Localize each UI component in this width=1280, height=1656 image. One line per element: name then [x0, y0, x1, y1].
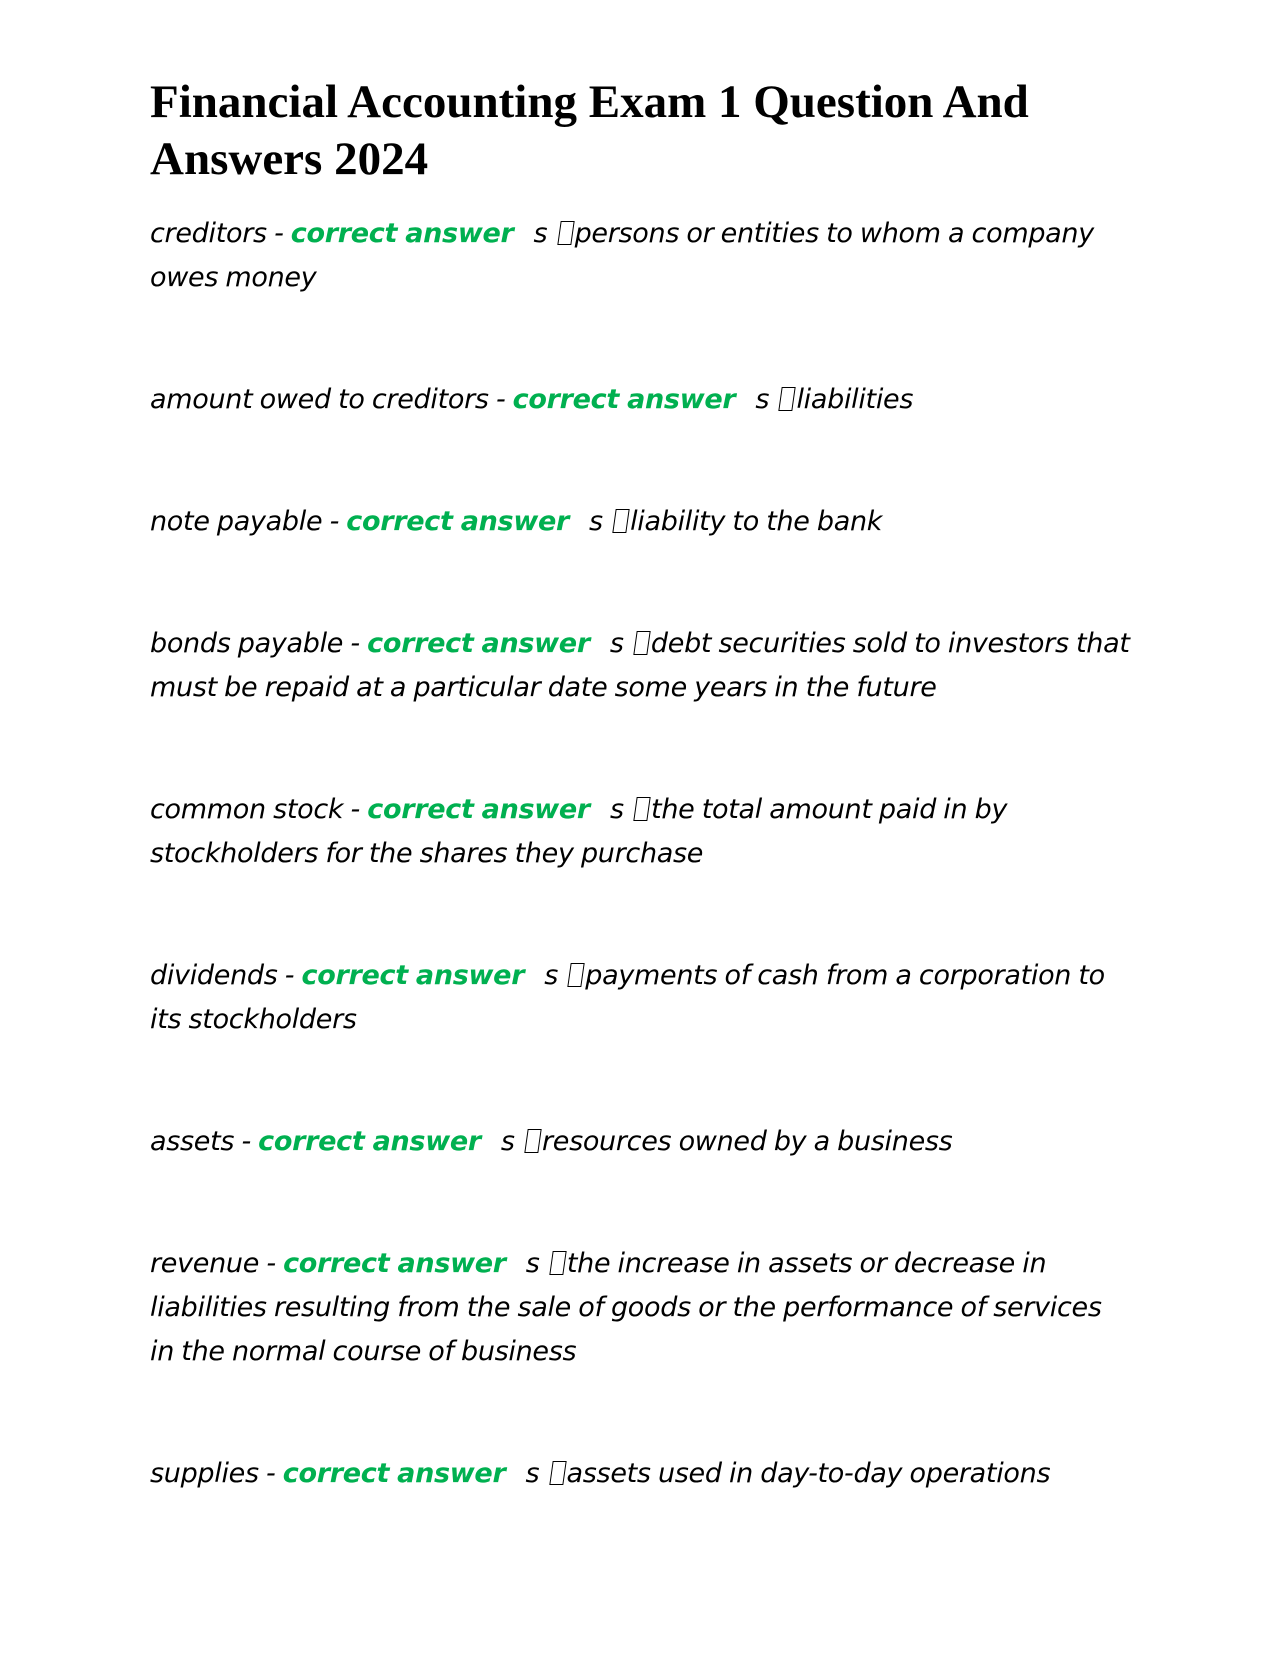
qa-suffix: s: [755, 384, 770, 415]
qa-definition: payments of cash from a corporation to its stockholders: [150, 960, 1105, 1035]
correct-answer-label: correct answer: [258, 1126, 481, 1157]
missing-glyph-box-icon: [568, 963, 585, 987]
missing-glyph-box-icon: [633, 631, 650, 655]
qa-definition: liabilities: [796, 384, 914, 415]
qa-term: assets: [150, 1126, 235, 1157]
qa-dash: -: [234, 1126, 259, 1157]
qa-dash: -: [266, 218, 291, 249]
missing-glyph-box-icon: [549, 1461, 566, 1485]
qa-definition: the increase in assets or decrease in liabilities resulting from the sale of goods or the performance of services in the normal course of business: [150, 1248, 1102, 1367]
qa-suffix: s: [589, 506, 603, 537]
qa-dash: -: [258, 1458, 283, 1489]
qa-item: [150, 1242, 1130, 1374]
qa-suffix: s: [525, 1458, 540, 1489]
qa-item: [150, 500, 1130, 544]
missing-glyph-box-icon: [633, 797, 650, 821]
document-title: [150, 74, 1130, 188]
qa-definition: persons or entities to whom a company owes money: [150, 218, 1094, 293]
qa-term: amount owed to creditors: [150, 384, 489, 415]
missing-glyph-box-icon: [549, 1251, 566, 1275]
correct-answer-label: correct answer: [346, 506, 569, 537]
qa-item: [150, 788, 1130, 876]
qa-term: note payable: [150, 506, 323, 537]
correct-answer-label: correct answer: [367, 794, 590, 825]
qa-dash: -: [259, 1248, 284, 1279]
qa-item: [150, 212, 1130, 300]
qa-item: [150, 622, 1130, 710]
qa-dash: -: [277, 960, 302, 991]
qa-term: bonds payable: [150, 628, 344, 659]
qa-suffix: s: [609, 794, 624, 825]
missing-glyph-box-icon: [779, 387, 796, 411]
document-page: [150, 74, 1130, 1574]
qa-definition: assets used in day-to-day operations: [566, 1458, 1051, 1489]
qa-dash: -: [343, 794, 368, 825]
qa-suffix: s: [533, 218, 548, 249]
qa-suffix: s: [500, 1126, 515, 1157]
qa-dash: -: [322, 506, 347, 537]
qa-item: [150, 1120, 1130, 1164]
correct-answer-label: correct answer: [283, 1248, 506, 1279]
qa-definition: liability to the bank: [630, 506, 883, 537]
qa-item: [150, 954, 1130, 1042]
qa-term: creditors: [150, 218, 267, 249]
qa-term: supplies: [150, 1458, 259, 1489]
missing-glyph-box-icon: [557, 221, 574, 245]
correct-answer-label: correct answer: [512, 384, 736, 415]
missing-glyph-box-icon: [612, 509, 629, 533]
qa-item: [150, 1452, 1130, 1496]
qa-term: common stock: [150, 794, 344, 825]
qa-dash: -: [488, 384, 513, 415]
missing-glyph-box-icon: [524, 1129, 541, 1153]
document-title-line-2: Answers 2024: [150, 133, 429, 185]
qa-definition: debt securities sold to investors that must be repaid at a particular date some years in the future: [150, 628, 1130, 703]
document-title-line-1: Financial Accounting Exam 1 Question And: [150, 76, 1029, 128]
qa-suffix: s: [544, 960, 558, 991]
qa-term: revenue: [150, 1248, 260, 1279]
correct-answer-label: correct answer: [367, 628, 590, 659]
qa-suffix: s: [525, 1248, 540, 1279]
qa-term: dividends: [150, 960, 278, 991]
qa-list: [150, 212, 1130, 1496]
qa-definition: the total amount paid in by stockholders for the shares they purchase: [150, 794, 1008, 869]
correct-answer-label: correct answer: [282, 1458, 506, 1489]
qa-item: [150, 378, 1130, 422]
qa-suffix: s: [609, 628, 624, 659]
qa-definition: resources owned by a business: [541, 1126, 953, 1157]
correct-answer-label: correct answer: [301, 960, 525, 991]
correct-answer-label: correct answer: [290, 218, 514, 249]
qa-dash: -: [343, 628, 368, 659]
